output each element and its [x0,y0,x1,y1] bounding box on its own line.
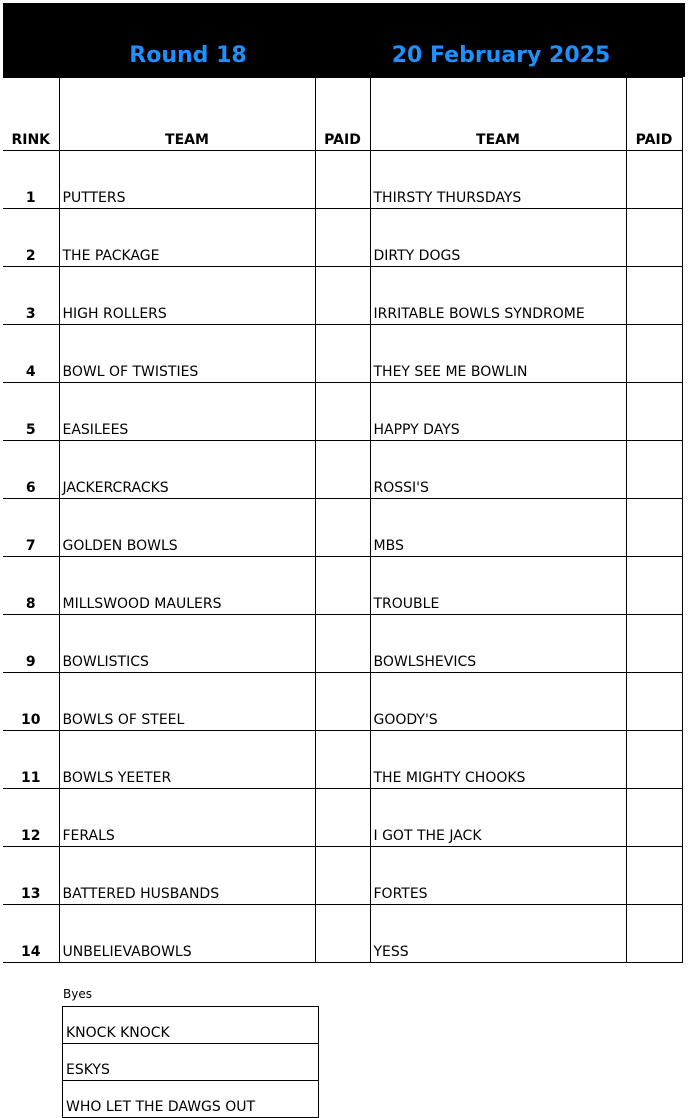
rink-number: 12 [3,789,59,847]
team-name: HIGH ROLLERS [59,267,315,325]
rink-number: 9 [3,615,59,673]
team-name: BATTERED HUSBANDS [59,847,315,905]
team-name: BOWLS OF STEEL [59,673,315,731]
paid-cell [626,557,682,615]
team-name: TROUBLE [370,557,626,615]
rink-number: 1 [3,151,59,209]
team-name: UNBELIEVABOWLS [59,905,315,963]
table-row [3,499,682,557]
rink-number: 14 [3,905,59,963]
table-row [3,325,682,383]
paid-cell [626,209,682,267]
team-name: EASILEES [59,383,315,441]
bye-team-name: ESKYS [63,1044,319,1081]
paid-cell [315,267,370,325]
table-row [3,615,682,673]
paid-cell [315,615,370,673]
team-name: FORTES [370,847,626,905]
team-name: FERALS [59,789,315,847]
paid-cell [626,267,682,325]
paid-cell [626,847,682,905]
paid-cell [315,325,370,383]
bye-team-name: KNOCK KNOCK [63,1007,319,1044]
team-name: I GOT THE JACK [370,789,626,847]
team-name: MILLSWOOD MAULERS [59,557,315,615]
paid-cell [626,499,682,557]
table-row [3,789,682,847]
rink-number: 2 [3,209,59,267]
team-name: THIRSTY THURSDAYS [370,151,626,209]
list-item [63,1044,319,1081]
table-row [3,731,682,789]
table-row [3,441,682,499]
table-row [3,383,682,441]
table-row [3,847,682,905]
paid-cell [315,383,370,441]
table-row [3,905,682,963]
list-item [63,1007,319,1044]
paid-cell [315,441,370,499]
rink-number: 10 [3,673,59,731]
rink-number: 11 [3,731,59,789]
paid-cell [315,847,370,905]
paid-cell [315,151,370,209]
list-item [63,1081,319,1118]
rink-number: 8 [3,557,59,615]
team-name: YESS [370,905,626,963]
paid-cell [626,441,682,499]
rink-header: RINK [3,78,59,151]
team-name: DIRTY DOGS [370,209,626,267]
team-header: TEAM [59,78,315,151]
paid-cell [626,905,682,963]
team-name: JACKERCRACKS [59,441,315,499]
table-row [3,209,682,267]
paid-header: PAID [315,78,370,151]
rink-number: 6 [3,441,59,499]
table-row [3,673,682,731]
paid-cell [315,905,370,963]
team-name: HAPPY DAYS [370,383,626,441]
team-name: THE MIGHTY CHOOKS [370,731,626,789]
team-name: ROSSI'S [370,441,626,499]
table-row [3,151,682,209]
paid-cell [315,209,370,267]
paid-cell [626,731,682,789]
paid-cell [626,615,682,673]
date-title: 20 February 2025 [391,43,611,68]
paid-cell [626,325,682,383]
paid-cell [315,789,370,847]
team-name: GOODY'S [370,673,626,731]
bye-team-name: WHO LET THE DAWGS OUT [63,1081,319,1118]
team-name: BOWLS YEETER [59,731,315,789]
round-title: Round 18 [129,43,247,68]
team-name: MBS [370,499,626,557]
paid-header: PAID [626,78,682,151]
team-name: PUTTERS [59,151,315,209]
byes-label: Byes [63,987,92,1001]
paid-cell [626,383,682,441]
rink-number: 7 [3,499,59,557]
rink-number: 13 [3,847,59,905]
team-name: GOLDEN BOWLS [59,499,315,557]
paid-cell [315,557,370,615]
paid-cell [315,673,370,731]
rink-number: 4 [3,325,59,383]
rink-number: 5 [3,383,59,441]
team-name: THEY SEE ME BOWLIN [370,325,626,383]
rink-schedule-table [3,77,683,963]
column-header-row [3,78,682,151]
paid-cell [315,499,370,557]
team-name: BOWL OF TWISTIES [59,325,315,383]
table-row [3,557,682,615]
team-name: THE PACKAGE [59,209,315,267]
paid-cell [626,151,682,209]
team-name: BOWLISTICS [59,615,315,673]
team-header: TEAM [370,78,626,151]
table-row [3,267,682,325]
team-name: BOWLSHEVICS [370,615,626,673]
rink-number: 3 [3,267,59,325]
paid-cell [626,673,682,731]
paid-cell [315,731,370,789]
paid-cell [626,789,682,847]
team-name: IRRITABLE BOWLS SYNDROME [370,267,626,325]
byes-table [62,1006,319,1118]
